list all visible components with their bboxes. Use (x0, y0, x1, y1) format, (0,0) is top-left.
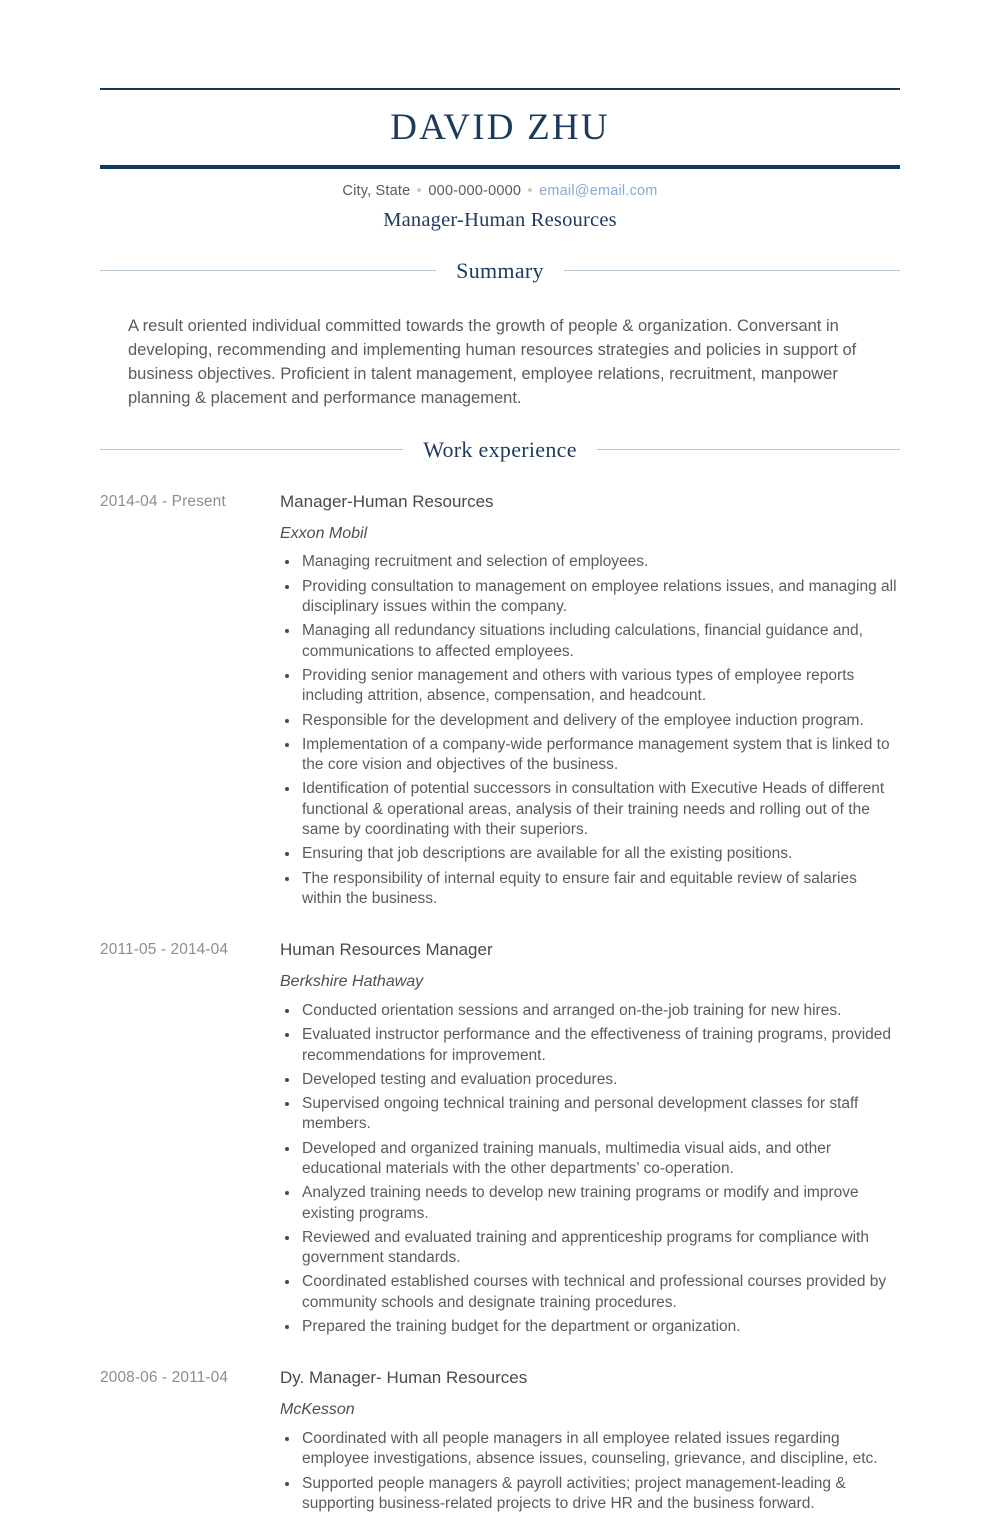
summary-text: A result oriented individual committed towards the growth of people & organization. Conversant in developing, recommending and implementing human resources strategies and policies in support of business objectives. Proficient in talent management, employee relations, recruitment, manpower planning & placement and performance management. (128, 316, 857, 408)
job-company: McKesson (280, 1401, 355, 1419)
job-bullet: Providing consultation to management on employee relations issues, and managing all disciplinary issues within the company. (280, 577, 900, 618)
job-bullet: Managing all redundancy situations including calculations, financial guidance and, communications to affected employees. (280, 621, 900, 662)
work-experience-list (100, 491, 900, 1514)
job-bullet: Ensuring that job descriptions are available for all the existing positions. (280, 844, 900, 864)
job-bullet: Coordinated with all people managers in all employee related issues regarding employee investigations, absence issues, counseling, grievance, and discipline, etc. (280, 1429, 900, 1470)
job-bullet: Managing recruitment and selection of employees. (280, 552, 900, 572)
contact-phone: 000-000-0000 (428, 182, 522, 199)
candidate-headline: Manager-Human Resources (383, 208, 617, 231)
job-entry (100, 491, 900, 909)
candidate-name: DAVID ZHU (390, 107, 610, 148)
job-bullet: Reviewed and evaluated training and apprenticeship programs for compliance with government standards. (280, 1228, 900, 1269)
job-entry (100, 939, 900, 1337)
job-bullet: Prepared the training budget for the department or organization. (280, 1317, 900, 1337)
job-dates: 2014-04 - Present (100, 492, 226, 510)
job-entry (100, 1367, 900, 1514)
job-bullet: Providing senior management and others with various types of employee reports including attrition, absence, compensation, and headcount. (280, 666, 900, 707)
job-details (280, 1367, 900, 1514)
job-details (280, 939, 900, 1337)
job-bullet: The responsibility of internal equity to ensure fair and equitable review of salaries within the business. (280, 869, 900, 910)
job-bullet: Identification of potential successors in consultation with Executive Heads of different functional & operational areas, analysis of their training needs and rolling out of the same by coordinating with their superiors. (280, 779, 900, 840)
job-dates: 2011-05 - 2014-04 (100, 941, 229, 959)
resume-page (0, 88, 1000, 1512)
job-bullet: Coordinated established courses with technical and professional courses provided by community schools and designate training procedures. (280, 1272, 900, 1313)
contact-location: City, State (342, 182, 411, 199)
dot-separator-icon (417, 188, 421, 192)
section-title-summary: Summary (456, 257, 544, 283)
section-rule-right (597, 449, 900, 450)
job-bullet: Conducted orientation sessions and arranged on-the-job training for new hires. (280, 1001, 900, 1021)
job-bullet: Supervised ongoing technical training and personal development classes for staff members. (280, 1094, 900, 1135)
job-bullet: Responsible for the development and delivery of the employee induction program. (280, 711, 900, 731)
contact-email-link[interactable]: email@email.com (539, 182, 658, 199)
job-bullet: Supported people managers & payroll activities; project management-leading & supporting business-related projects to drive HR and the business forward. (280, 1474, 900, 1514)
job-details (280, 491, 900, 909)
job-bullet-list (280, 552, 900, 909)
job-bullet: Developed and organized training manuals, multimedia visual aids, and other educational materials with the other departments’ co-operation. (280, 1139, 900, 1180)
job-bullet: Analyzed training needs to develop new training programs or modify and improve existing programs. (280, 1183, 900, 1224)
job-bullet: Evaluated instructor performance and the effectiveness of training programs, provided recommendations for improvement. (280, 1025, 900, 1066)
section-rule-left (100, 270, 436, 271)
job-title: Human Resources Manager (280, 940, 493, 960)
job-bullet-list (280, 1001, 900, 1337)
job-company: Exxon Mobil (280, 524, 368, 542)
job-bullet: Developed testing and evaluation procedures. (280, 1070, 900, 1090)
section-title-work-experience: Work experience (423, 436, 577, 462)
section-rule-left (100, 449, 403, 450)
section-header-summary (100, 258, 900, 284)
job-title: Manager-Human Resources (280, 491, 494, 511)
section-rule-right (564, 270, 900, 271)
dot-separator-icon (528, 188, 532, 192)
job-bullet-list (280, 1429, 900, 1514)
job-bullet: Implementation of a company-wide performance management system that is linked to the core vision and objectives of the business. (280, 735, 900, 776)
section-header-work-experience (100, 437, 900, 463)
job-company: Berkshire Hathaway (280, 973, 424, 991)
contact-line (100, 169, 900, 199)
job-title: Dy. Manager- Human Resources (280, 1368, 528, 1388)
job-dates: 2008-06 - 2011-04 (100, 1369, 229, 1387)
